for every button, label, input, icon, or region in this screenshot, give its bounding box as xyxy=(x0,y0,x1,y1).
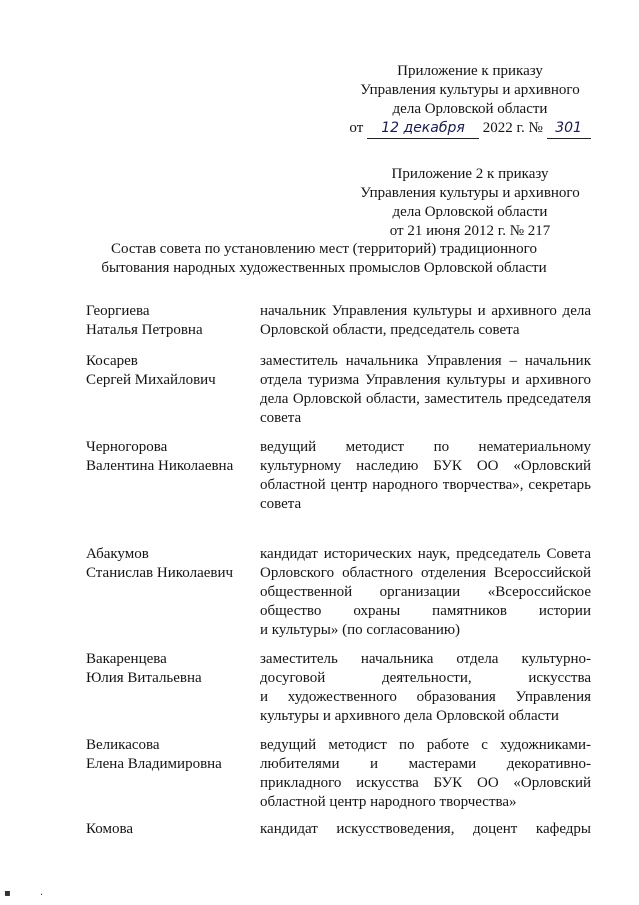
year-number-label: 2022 г. № xyxy=(482,120,543,136)
header-line-1: Приложение к приказу xyxy=(397,63,543,79)
member-surname: Комова xyxy=(86,821,134,837)
position-line: дела Орловской области, заместитель председателя xyxy=(260,391,591,407)
position-line: отдела туризма Управления культуры и архивного xyxy=(260,372,591,388)
member-position xyxy=(260,820,591,839)
member-name xyxy=(86,438,256,476)
member-given-names: Юлия Витальевна xyxy=(86,670,202,686)
member-name xyxy=(86,650,256,688)
order-attachment-header xyxy=(340,62,600,139)
position-line: кандидат исторических наук, председатель Совета xyxy=(260,546,591,562)
position-line: досуговой деятельности, искусства xyxy=(260,670,591,686)
position-line: общественной организации «Всероссийское xyxy=(260,584,591,600)
position-line: Орловского областного отделения Всероссийской xyxy=(260,565,591,581)
member-name xyxy=(86,302,256,340)
header-line-3: дела Орловской области xyxy=(392,101,548,117)
member-position xyxy=(260,545,591,640)
position-line: культуры и архивного дела Орловской области xyxy=(260,708,559,724)
member-given-names: Наталья Петровна xyxy=(86,322,203,338)
member-given-names: Валентина Николаевна xyxy=(86,458,234,474)
appendix-line-1: Приложение 2 к приказу xyxy=(391,166,549,182)
header-date-line xyxy=(340,119,600,139)
member-position xyxy=(260,438,591,514)
position-line: любителями и мастерами декоративно- xyxy=(260,756,591,772)
member-surname: Георгиева xyxy=(86,303,150,319)
member-surname: Черногорова xyxy=(86,439,168,455)
member-surname: Косарев xyxy=(86,353,138,369)
document-title xyxy=(60,240,588,278)
member-position xyxy=(260,650,591,726)
position-line: начальник Управления культуры и архивного дела xyxy=(260,303,591,319)
position-line: заместитель начальника Управления – начальник xyxy=(260,353,591,369)
position-line: совета xyxy=(260,496,302,512)
member-given-names: Елена Владимировна xyxy=(86,756,222,772)
member-surname: Вакаренцева xyxy=(86,651,167,667)
title-line-1: Состав совета по установлению мест (территорий) традиционного xyxy=(111,241,537,257)
member-given-names: Сергей Михайлович xyxy=(86,372,216,388)
handwritten-date: 12 декабря xyxy=(367,119,479,139)
header-line-2: Управления культуры и архивного xyxy=(360,82,580,98)
member-name xyxy=(86,736,256,774)
member-position xyxy=(260,302,591,340)
position-line: Орловской области, председатель совета xyxy=(260,322,520,338)
position-line: заместитель начальника отдела культурно- xyxy=(260,651,591,667)
member-name xyxy=(86,820,256,839)
title-line-2: бытования народных художественных промыслов Орловской области xyxy=(101,260,547,276)
position-line: и культуры» (по согласованию) xyxy=(260,622,461,638)
member-position xyxy=(260,352,591,428)
position-line: ведущий методист по работе с художниками- xyxy=(260,737,591,753)
appendix-line-2: Управления культуры и архивного xyxy=(360,185,580,201)
scan-artifact-mark: · xyxy=(40,890,44,901)
position-line: областной центр народного творчества» xyxy=(260,794,517,810)
from-label: от xyxy=(349,120,364,136)
position-line: общество охраны памятников истории xyxy=(260,603,591,619)
position-line: прикладного искусства БУК ОО «Орловский xyxy=(260,775,591,791)
member-given-names: Станислав Николаевич xyxy=(86,565,234,581)
member-name xyxy=(86,352,256,390)
position-line: областной центр народного творчества», секретарь xyxy=(260,477,591,493)
position-line: ведущий методист по нематериальному xyxy=(260,439,591,455)
handwritten-order-number: 301 xyxy=(547,119,591,139)
member-surname: Абакумов xyxy=(86,546,149,562)
appendix-2-header xyxy=(340,165,600,241)
position-line: и художественного образования Управления xyxy=(260,689,591,705)
member-position xyxy=(260,736,591,812)
position-line: совета xyxy=(260,410,302,426)
appendix-line-3: дела Орловской области xyxy=(392,204,548,220)
scan-artifact-mark: ▪ xyxy=(4,888,11,899)
position-line: культурному наследию БУК ОО «Орловский xyxy=(260,458,591,474)
member-surname: Великасова xyxy=(86,737,160,753)
position-line: кандидат искусствоведения, доцент кафедры xyxy=(260,821,591,837)
member-name xyxy=(86,545,256,583)
appendix-line-4: от 21 июня 2012 г. № 217 xyxy=(389,223,551,239)
